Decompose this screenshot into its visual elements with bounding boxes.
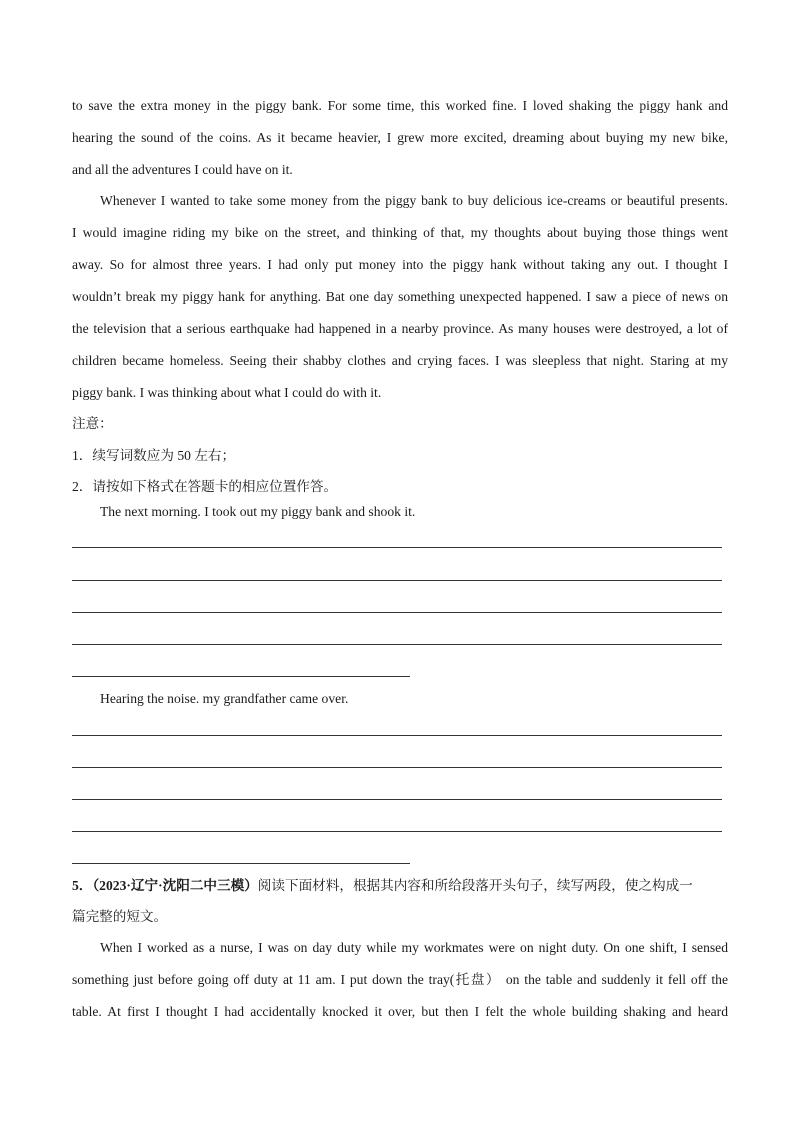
answer-line[interactable]	[72, 863, 410, 864]
story-paragraph-line: something just before going off duty at 11 am. I put down the tray(托盘） on the table and suddenly it fell off the	[72, 972, 728, 987]
story-paragraph-line: the television that a serious earthquake had happened in a nearby province. As many houses were destroyed, a lot of	[72, 321, 728, 336]
question-5-header	[72, 877, 728, 895]
story-paragraph-line: and all the adventures I could have on it.	[72, 162, 293, 177]
story-paragraph-line: Whenever I wanted to take some money from the piggy bank to buy delicious ice-creams or beautiful presents.	[100, 193, 728, 208]
story-paragraph-line: hearing the sound of the coins. As it became heavier, I grew more excited, dreaming about buying my new bike,	[72, 130, 728, 145]
notes-title: 注意：	[72, 416, 113, 431]
question-instruction: 篇完整的短文。	[72, 909, 168, 924]
story-paragraph-line: wouldn’t break my piggy hank for anything. Bat one day something unexpected happened. I saw a piece of news on	[72, 289, 728, 304]
answer-line[interactable]	[72, 735, 722, 736]
story-paragraph-line: I would imagine riding my bike on the street, and thinking of that, my thoughts about buying those things went	[72, 225, 728, 240]
story-paragraph-line: table. At first I thought I had accidentally knocked it over, but then I felt the whole building shaking and heard	[72, 1004, 728, 1019]
answer-line[interactable]	[72, 767, 722, 768]
story-paragraph-line: to save the extra money in the piggy bank. For some time, this worked fine. I loved shaking the piggy hank and	[72, 98, 728, 113]
answer-line[interactable]	[72, 580, 722, 581]
answer-line[interactable]	[72, 676, 410, 677]
continuation-prompt-2: Hearing the noise. my grandfather came over.	[100, 691, 349, 706]
answer-line[interactable]	[72, 612, 722, 613]
question-number: 5．	[72, 878, 93, 893]
story-paragraph-line: children became homeless. Seeing their shabby clothes and crying faces. I was sleepless that night. Staring at my	[72, 353, 728, 368]
continuation-prompt-1: The next morning. I took out my piggy bank and shook it.	[100, 504, 416, 519]
notes-item: 2．请按如下格式在答题卡的相应位置作答。	[72, 479, 338, 494]
answer-line[interactable]	[72, 831, 722, 832]
question-instruction: 阅读下面材料，根据其内容和所给段落开头句子，续写两段，使之构成一	[257, 878, 693, 893]
story-paragraph-line: When I worked as a nurse, I was on day duty while my workmates were on night duty. On one shift, I sensed	[100, 940, 728, 955]
answer-line[interactable]	[72, 547, 722, 548]
notes-item: 1．续写词数应为 50 左右；	[72, 448, 236, 463]
story-paragraph-line: away. So for almost three years. I had only put money into the piggy hank without taking any out. I thought I	[72, 257, 728, 272]
answer-line[interactable]	[72, 644, 722, 645]
story-paragraph-line: piggy bank. I was thinking about what I could do with it.	[72, 385, 382, 400]
question-source: （2023·辽宁·沈阳二中三模）	[92, 878, 258, 893]
answer-line[interactable]	[72, 799, 722, 800]
